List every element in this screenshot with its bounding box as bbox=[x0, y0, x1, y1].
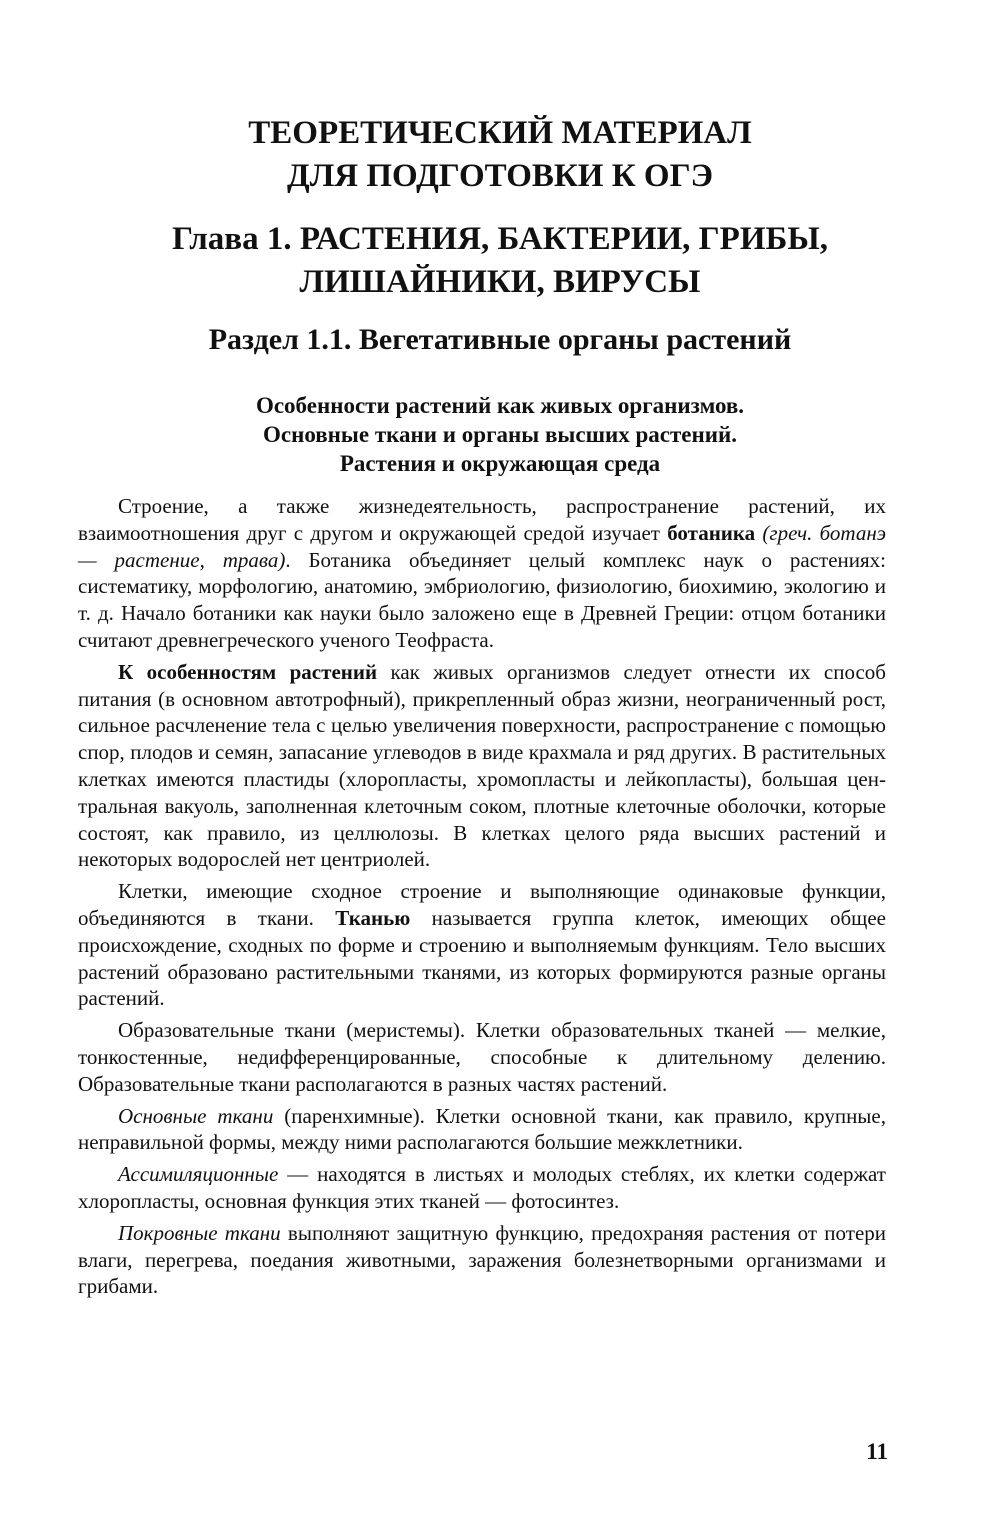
subsection-title bbox=[0, 391, 1000, 478]
bold-term: ботаника bbox=[667, 520, 756, 545]
italic-term: Основные ткани bbox=[118, 1103, 274, 1128]
text-run: Образовательные ткани (меристемы). Клетки образовательных тканей — мелкие, тонкостенные, недифференцированные, способные к длительному делению. Образовательные ткани располагаются в разных частях растений. bbox=[78, 1018, 886, 1096]
body-paragraph bbox=[78, 1161, 886, 1215]
section-title: Раздел 1.1. Вегетативные органы растений bbox=[208, 323, 792, 356]
text-run: (паренхимные). Клетки основной ткани, как правило, крупные, неправильной формы, между ними располагаются большие межклетники. bbox=[78, 1103, 886, 1155]
bold-term: К особенностям растений bbox=[118, 659, 378, 684]
text-run: Клетки, имеющие сходное строение и выполняющие одинаковые функции, объединяются в ткани. bbox=[78, 879, 886, 930]
chapter-title-line: Глава 1. РАСТЕНИЯ, БАКТЕРИИ, ГРИБЫ, bbox=[172, 221, 828, 257]
italic-term: Ассимиляционные bbox=[118, 1162, 279, 1187]
body-paragraph bbox=[78, 878, 886, 1012]
subsection-title-line: Особенности растений как живых организмов. bbox=[255, 393, 745, 418]
text-run: . Ботаника объединяет целый комплекс наук о растениях: систематику, морфологию, анатомию, эмбриологию, физиологию, биохимию, экологию и т. д. Начало ботаники как науки было заложено еще в Древней Греции: отцом ботаники считают древнегреческого ученого Теофраста. bbox=[78, 547, 887, 652]
body-paragraph bbox=[78, 1103, 886, 1157]
italic-term: (греч. ботанэ — растение, трава) bbox=[78, 520, 887, 572]
text-run: Строение, а также жизнедеятельность, распространение растений, их взаимоотношения друг с другом и окружающей средой изучает bbox=[78, 494, 886, 545]
bold-term: Тканью bbox=[335, 905, 411, 930]
text-run: — находятся в листьях и молодых стеблях, их клетки содержат хлоропласты, основная функция этих тканей — фотосинтез. bbox=[78, 1162, 886, 1213]
italic-term: Покровные ткани bbox=[118, 1220, 281, 1245]
page-number: 11 bbox=[866, 1439, 888, 1464]
subsection-title-line: Растения и окружающая среда bbox=[339, 451, 661, 476]
main-title-line: ДЛЯ ПОДГОТОВКИ К ОГЭ bbox=[287, 158, 713, 194]
main-title bbox=[0, 112, 1000, 198]
text-run: выполняют защитную функцию, предохраняя растения от потери влаги, перегрева, поедания животными, заражения болезнетворными организмами и грибами. bbox=[78, 1220, 887, 1299]
body-paragraph bbox=[78, 659, 886, 873]
body-paragraph bbox=[78, 1220, 886, 1300]
chapter-title-line: ЛИШАЙНИКИ, ВИРУСЫ bbox=[299, 264, 701, 300]
main-title-line: ТЕОРЕТИЧЕСКИЙ МАТЕРИАЛ bbox=[248, 115, 752, 151]
text-run: как живых организмов следует отнести их способ питания (в основном автотрофный), прикрепленный образ жизни, неограниченный рост, сильное расчленение тела с целью увеличения поверхности, распространение с помощью спор, плодов и семян, запасание углеводов в виде крахмала и ряд других. В растительных клетках имеются пластиды (хлоропласты, хромопласты и лейкопласты), большая центральная вакуоль, заполненная клеточным соком, плотные клеточные оболочки, которые состоят, как правило, из целлюлозы. В клетках целого ряда высших растений и некоторых водорослей нет центриолей. bbox=[78, 659, 886, 872]
body-paragraph bbox=[78, 1017, 886, 1097]
body-text bbox=[78, 493, 886, 1305]
text-run: называется группа клеток, имеющих общее происхождение, сходных по форме и строению и выполняемым функциям. Тело высших растений образовано растительными тканями, из которых формируются разные органы растений. bbox=[78, 905, 886, 1011]
chapter-title bbox=[0, 218, 1000, 304]
body-paragraph bbox=[78, 493, 886, 654]
subsection-title-line: Основные ткани и органы высших растений. bbox=[262, 422, 738, 447]
